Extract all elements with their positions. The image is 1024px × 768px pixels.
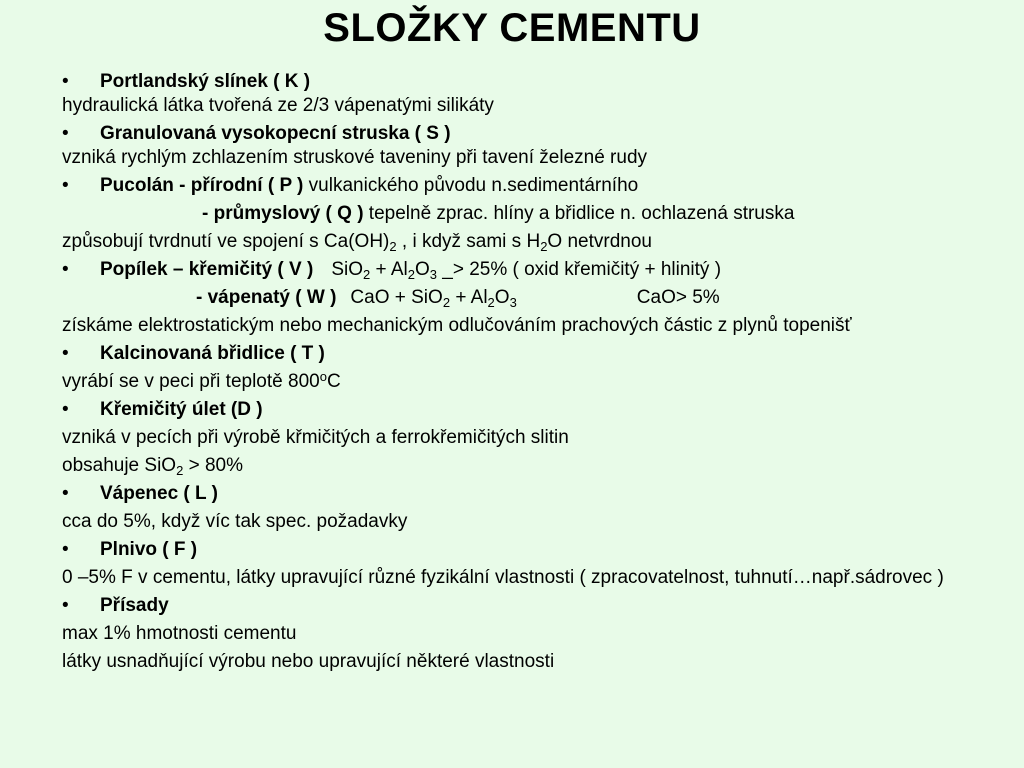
subscript: 2: [540, 239, 548, 254]
bullet: •: [62, 483, 69, 504]
desc-filler: 0 –5% F v cementu, látky upravující různé fyzikální vlastnosti ( zpracovatelnost, tuhnutí…např.sádrovec ): [62, 567, 944, 588]
list-item-pozzolan-industrial: [62, 202, 962, 226]
desc-shale: vyrábí se v peci při teplotě 800$^o$C: [62, 369, 341, 392]
heading-flyash-calcareous: - vápenatý ( W ): [196, 287, 337, 308]
text: , i když sami s H: [396, 231, 541, 252]
list-item-additives: [62, 594, 962, 618]
formula-siliceous: $SiO_2 + Al_2O_3$ _> 25% ( oxid křemičitý + hlinitý ): [331, 259, 722, 282]
desc-pozzolan-industrial: tepelně zprac. hlíny a břidlice n. ochlazená struska: [363, 203, 795, 224]
bullet: •: [62, 259, 69, 280]
desc-slag: vzniká rychlým zchlazením struskové taveniny při tavení železné rudy: [62, 147, 648, 168]
bullet: •: [62, 175, 69, 196]
list-item-flyash-calcareous: [62, 286, 962, 310]
page-title: SLOŽKY CEMENTU: [323, 6, 701, 50]
desc-flyash: získáme elektrostatickým nebo mechanickým odlučováním prachových částic z plynů topenišť: [62, 315, 852, 336]
bullet: •: [62, 539, 69, 560]
desc-pozzolan: [62, 230, 962, 254]
bullet: •: [62, 595, 69, 616]
desc-additives-2: látky usnadňující výrobu nebo upravující některé vlastnosti: [62, 651, 555, 672]
heading-additives: Přísady: [100, 595, 169, 616]
list-item-flyash: [62, 258, 962, 282]
heading-shale: Kalcinovaná břidlice ( T ): [100, 343, 325, 364]
subscript: 2: [389, 239, 397, 254]
bullet: •: [62, 343, 69, 364]
list-item-portland: [62, 70, 962, 94]
desc-additives-1: max 1% hmotnosti cementu: [62, 623, 297, 644]
bullet: •: [62, 123, 69, 144]
heading-filler: Plnivo ( F ): [100, 539, 198, 560]
list-item-pozzolan: [62, 174, 962, 198]
heading-silica-fume: Křemičitý úlet (D ): [100, 399, 263, 420]
list-item-limestone: [62, 482, 962, 506]
desc-silica-fume-1: vzniká v pecích při výrobě křmičitých a ferrokřemičitých slitin: [62, 427, 569, 448]
desc-limestone: cca do 5%, když víc tak spec. požadavky: [62, 511, 408, 532]
list-item-filler: [62, 538, 962, 562]
note-calcareous: CaO> 5%: [636, 287, 720, 308]
list-item-slag: [62, 122, 962, 146]
bullet: •: [62, 399, 69, 420]
desc-pozzolan-natural: vulkanického původu n.sedimentárního: [303, 175, 639, 196]
list-item-shale: [62, 342, 962, 366]
bullet: •: [62, 71, 69, 92]
slide-body: [62, 70, 962, 674]
text: O netvrdnou: [547, 231, 652, 252]
heading-pozzolan-industrial: - průmyslový ( Q ): [202, 203, 364, 224]
text: způsobují tvrdnutí ve spojení s Ca(OH): [62, 231, 390, 252]
heading-slag: Granulovaná vysokopecní struska ( S ): [100, 123, 451, 144]
heading-flyash-siliceous: Popílek – křemičitý ( V ): [100, 259, 314, 280]
formula-calcareous: CaO + $SiO_2 + Al_2O_3$: [350, 287, 517, 310]
heading-portland: Portlandský slínek ( K ): [100, 71, 311, 92]
heading-limestone: Vápenec ( L ): [100, 483, 218, 504]
desc-portland: hydraulická látka tvořená ze 2/3 vápenatými silikáty: [62, 95, 494, 116]
desc-silica-fume-2: obsahuje SiO$_2$ > 80%: [62, 455, 243, 478]
heading-pozzolan-natural: Pucolán - přírodní ( P ): [100, 175, 304, 196]
list-item-silica-fume: [62, 398, 962, 422]
